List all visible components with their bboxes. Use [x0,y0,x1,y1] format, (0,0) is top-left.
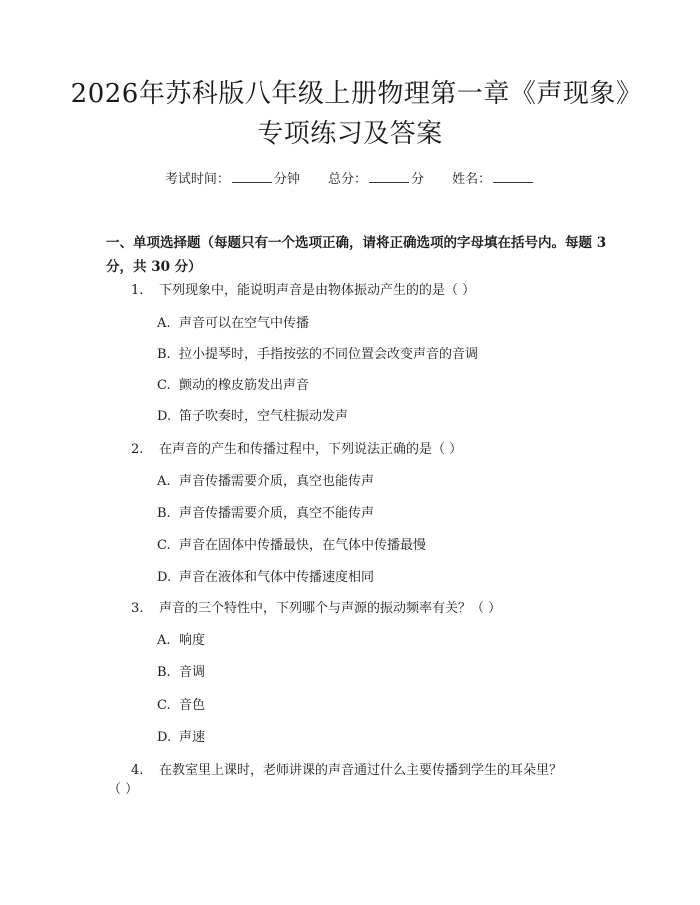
question-number: 1. [131,283,144,298]
name-blank [493,170,533,183]
option-3b [157,664,205,682]
option-letter: A. [157,633,171,648]
option-2b [157,505,374,523]
option-text: 声音在液体和气体中传播速度相同 [179,570,375,585]
question-4-answer-brackets: （ ） [108,782,139,797]
option-text: 笛子吹奏时，空气柱振动发声 [179,409,349,424]
exam-time-field [165,172,300,187]
section-heading: 一、单项选择题（每题只有一个选项正确，请将正确选项的字母填在括号内。每题 3 分，共 30 分） [106,235,607,275]
option-letter: D. [157,730,172,745]
option-letter: A. [157,316,171,331]
option-letter: D. [157,570,172,585]
option-text: 响度 [179,633,206,648]
question-number: 4. [131,763,144,778]
option-2d [157,569,374,587]
page-title: 2026年苏科版八年级上册物理第一章《声现象》专项练习及答案 [70,79,630,149]
total-score-label: 总分： [327,172,367,187]
question-number: 2. [131,442,144,457]
name-label: 姓名： [452,172,492,187]
option-text: 颤动的橡皮筋发出声音 [179,378,310,393]
option-text: 声音可以在空气中传播 [179,316,310,331]
option-1b [157,346,478,364]
exam-info-row [0,168,700,187]
option-letter: C. [157,538,171,553]
option-3c [157,697,205,715]
question-text: 下列现象中，能说明声音是由物体振动产生的的是（ ） [159,283,476,298]
total-score-blank [369,170,409,183]
option-text: 音色 [179,698,206,713]
option-1c [157,377,309,395]
exam-time-unit: 分钟 [273,172,300,187]
option-1a [157,315,309,333]
option-letter: C. [157,378,171,393]
option-3a [157,632,205,650]
exam-time-blank [232,170,272,183]
total-score-unit: 分 [411,172,425,187]
option-letter: B. [157,665,171,680]
option-text: 拉小提琴时，手指按弦的不同位置会改变声音的音调 [179,347,479,362]
question-text: 在教室里上课时，老师讲课的声音通过什么主要传播到学生的耳朵里？ [159,763,563,778]
option-letter: A. [157,474,171,489]
option-letter: D. [157,409,172,424]
option-3d [157,729,205,747]
option-1d [157,408,348,426]
option-text: 声速 [179,730,206,745]
option-text: 声音传播需要介质，真空也能传声 [179,474,375,489]
option-letter: C. [157,698,171,713]
option-2c [157,537,426,555]
question-text: 在声音的产生和传播过程中，下列说法正确的是（ ） [159,442,463,457]
option-text: 声音在固体中传播最快，在气体中传播最慢 [179,538,427,553]
question-text: 声音的三个特性中，下列哪个与声源的振动频率有关？（ ） [159,601,502,616]
option-2a [157,473,374,491]
name-field [452,172,535,187]
option-letter: B. [157,506,171,521]
question-number: 3. [131,601,144,616]
option-text: 声音传播需要介质，真空不能传声 [179,506,375,521]
exam-time-label: 考试时间： [164,172,230,187]
option-text: 音调 [179,665,206,680]
option-letter: B. [157,347,171,362]
total-score-field [328,172,424,187]
